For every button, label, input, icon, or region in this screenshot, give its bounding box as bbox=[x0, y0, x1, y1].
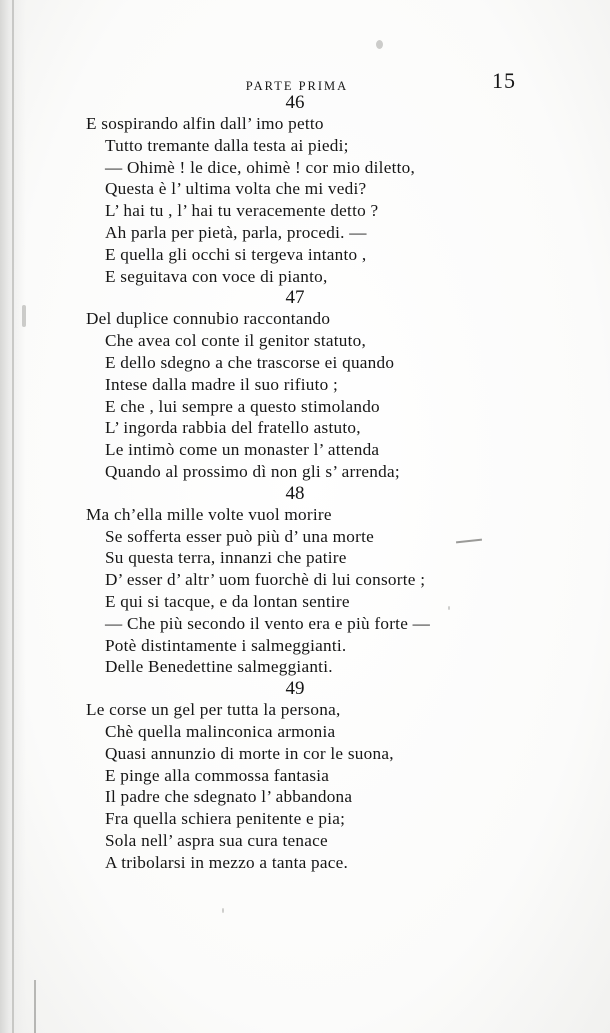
verse-line: Il padre che sdegnato l’ abbandona bbox=[105, 787, 353, 807]
verse-line: Chè quella malinconica armonia bbox=[105, 721, 336, 741]
stanza-number: 48 bbox=[285, 482, 305, 504]
verse-line: E sospirando alfin dall’ imo petto bbox=[86, 114, 324, 133]
verse-line: Sola nell’ aspra sua cura tenace bbox=[105, 830, 328, 850]
verse-line: E seguitava con voce di pianto, bbox=[105, 266, 328, 286]
verse-line: L’ hai tu , l’ hai tu veracemente detto ? bbox=[105, 201, 379, 221]
paper-speck bbox=[222, 908, 224, 913]
verse-line: Su questa terra, innanzi che patire bbox=[105, 548, 347, 568]
verse-line: E che , lui sempre a questo stimolando bbox=[105, 396, 380, 416]
verse-line: Questa è l’ ultima volta che mi vedi? bbox=[105, 179, 367, 199]
verse-line: Delle Benedettine salmeggianti. bbox=[105, 657, 333, 677]
verse-line: Fra quella schiera penitente e pia; bbox=[105, 809, 346, 829]
verse-line: Le corse un gel per tutta la persona, bbox=[86, 700, 341, 720]
verse-line: Che avea col conte il genitor statuto, bbox=[105, 331, 367, 351]
verse-line: Intese dalla madre il suo rifiuto ; bbox=[105, 374, 339, 394]
verse-line: A tribolarsi in mezzo a tanta pace. bbox=[105, 852, 349, 872]
verse-line: Tutto tremante dalla testa ai piedi; bbox=[105, 135, 349, 155]
verse-line: E dello sdegno a che trascorse ei quando bbox=[105, 352, 395, 372]
verse-line: Del duplice connubio raccontando bbox=[86, 309, 331, 329]
running-title: PARTE PRIMA bbox=[245, 79, 349, 93]
verse-line: Quasi annunzio di morte in cor le suona, bbox=[105, 743, 394, 763]
verse-line: — Ohimè ! le dice, ohimè ! cor mio diletto, bbox=[105, 157, 416, 177]
stanza-48 bbox=[86, 483, 516, 678]
stanza-49 bbox=[86, 678, 516, 873]
verse-line: Ma ch’ella mille volte vuol morire bbox=[86, 504, 332, 524]
stanza-number: 49 bbox=[285, 678, 305, 700]
verse-line: D’ esser d’ altr’ uom fuorchè di lui consorte ; bbox=[105, 570, 426, 590]
page-edge-mark bbox=[34, 980, 36, 1033]
paper-speck bbox=[22, 305, 26, 327]
stanza-number: 47 bbox=[285, 287, 305, 309]
verse-line: Se sofferta esser può più d’ una morte bbox=[105, 526, 374, 546]
verse-line: Potè distintamente i salmeggianti. bbox=[105, 635, 347, 655]
stanza-47 bbox=[86, 287, 516, 482]
page-edge-line bbox=[12, 0, 14, 1033]
paper-speck bbox=[376, 40, 383, 49]
verse-line: Ah parla per pietà, parla, procedi. — bbox=[105, 222, 367, 242]
verse-line: — Che più secondo il vento era e più forte — bbox=[105, 613, 431, 633]
verse-line: Le intimò come un monaster l’ attenda bbox=[105, 440, 380, 460]
verse-line: L’ ingorda rabbia del fratello astuto, bbox=[105, 418, 361, 438]
verse-line: Quando al prossimo dì non gli s’ arrenda; bbox=[105, 461, 400, 481]
stanza-46 bbox=[86, 92, 516, 287]
verse-line: E qui si tacque, e da lontan sentire bbox=[105, 591, 350, 611]
verse-line: E pinge alla commossa fantasia bbox=[105, 765, 330, 785]
poem-text bbox=[86, 92, 516, 874]
page-number: 15 bbox=[492, 68, 516, 93]
stanza-number: 46 bbox=[285, 92, 305, 113]
verse-line: E quella gli occhi si tergeva intanto , bbox=[105, 244, 367, 264]
